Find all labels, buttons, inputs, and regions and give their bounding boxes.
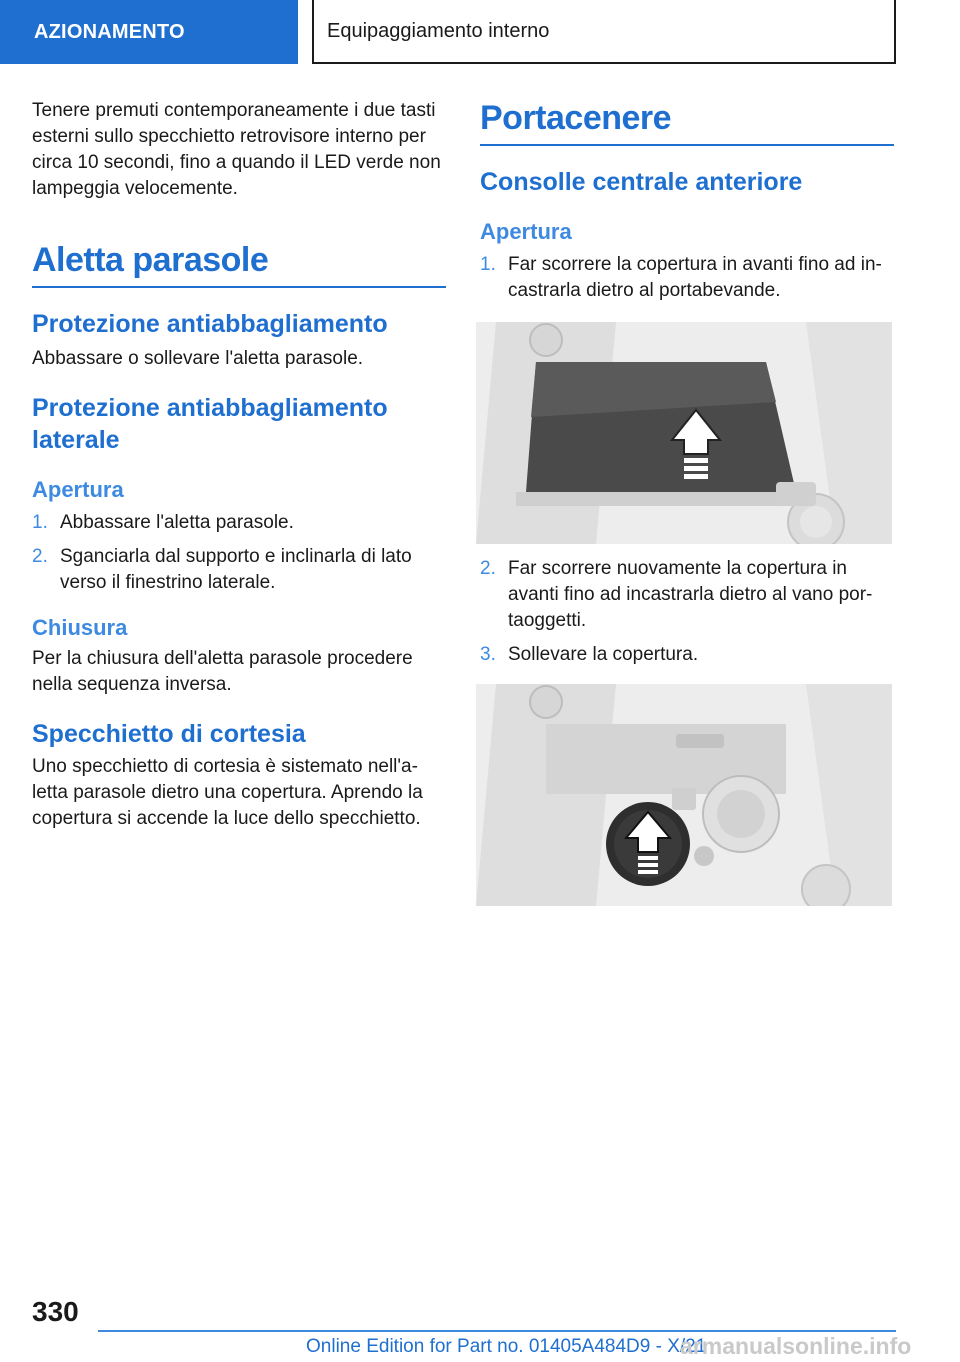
- glare-text: Abbassare o sollevare l'aletta parasole.: [32, 348, 364, 369]
- step-number: 1.: [480, 254, 496, 275]
- side-glare-title: Protezione antiabbagliamento laterale: [32, 394, 388, 454]
- edition-text: Online Edition for Part no. 01405A484D9 - X/21: [306, 1336, 707, 1357]
- step-item: [32, 510, 446, 536]
- console-title: Consolle centrale anteriore: [480, 168, 803, 196]
- console-cover-illustration: [476, 322, 892, 544]
- step-number: 3.: [480, 644, 496, 665]
- step-item: [32, 544, 446, 596]
- ashtray-heading-block: [480, 98, 894, 146]
- opening-title: Apertura: [32, 477, 124, 502]
- mirror-text: Uno specchietto di cortesia è sistemato nell'aletta parasole dietro una copertura. Aprendo la copertura si accende la luce dello specchietto.: [32, 756, 423, 829]
- page-number: 330: [32, 1296, 79, 1327]
- sun-visor-title: Aletta parasole: [32, 241, 269, 279]
- step-item: [480, 556, 894, 634]
- step-text: Abbassare l'aletta parasole.: [60, 512, 294, 533]
- glare-title: Protezione antiabbagliamento: [32, 310, 388, 338]
- closing-title: Chiusura: [32, 615, 128, 640]
- step-number: 2.: [32, 546, 48, 567]
- step-number: 2.: [480, 558, 496, 579]
- step-item: [480, 642, 894, 668]
- left-column: [32, 98, 446, 832]
- step-text: Far scorrere la copertura in avanti fino ad incastrarla dietro al portabevande.: [508, 254, 882, 301]
- opening-steps: [32, 510, 446, 596]
- mirror-title: Specchietto di cortesia: [32, 720, 306, 748]
- watermark-brand: armanualsonline.info: [680, 1333, 912, 1359]
- ashtray-opening-title: Apertura: [480, 219, 572, 244]
- ashtray-open-illustration: [476, 684, 892, 906]
- ashtray-title: Portacenere: [480, 99, 672, 137]
- step-text: Sollevare la copertura.: [508, 644, 699, 665]
- chapter-label: AZIONAMENTO: [34, 20, 185, 43]
- intro-text: Tenere premuti contemporaneamente i due tasti esterni sullo specchietto retrovisore interno per circa 10 secondi, fino a quando il LED verde non lampeggia velocemente.: [32, 100, 441, 199]
- step-number: 1.: [32, 512, 48, 533]
- section-tab[interactable]: [312, 0, 896, 64]
- right-column: [480, 98, 894, 906]
- footer-rule: [98, 1330, 896, 1332]
- closing-text: Per la chiusura dell'aletta parasole procedere nella sequenza inversa.: [32, 648, 413, 695]
- step-item: [480, 252, 894, 304]
- sun-visor-heading-block: [32, 240, 446, 288]
- step-text: Far scorrere nuovamente la copertura in avanti fino ad incastrarla dietro al vano portaoggetti.: [508, 558, 873, 631]
- section-label: Equipaggiamento interno: [327, 19, 550, 42]
- chapter-tab[interactable]: [0, 0, 298, 64]
- step-text: Sganciarla dal supporto e inclinarla di lato verso il finestrino laterale.: [60, 546, 412, 593]
